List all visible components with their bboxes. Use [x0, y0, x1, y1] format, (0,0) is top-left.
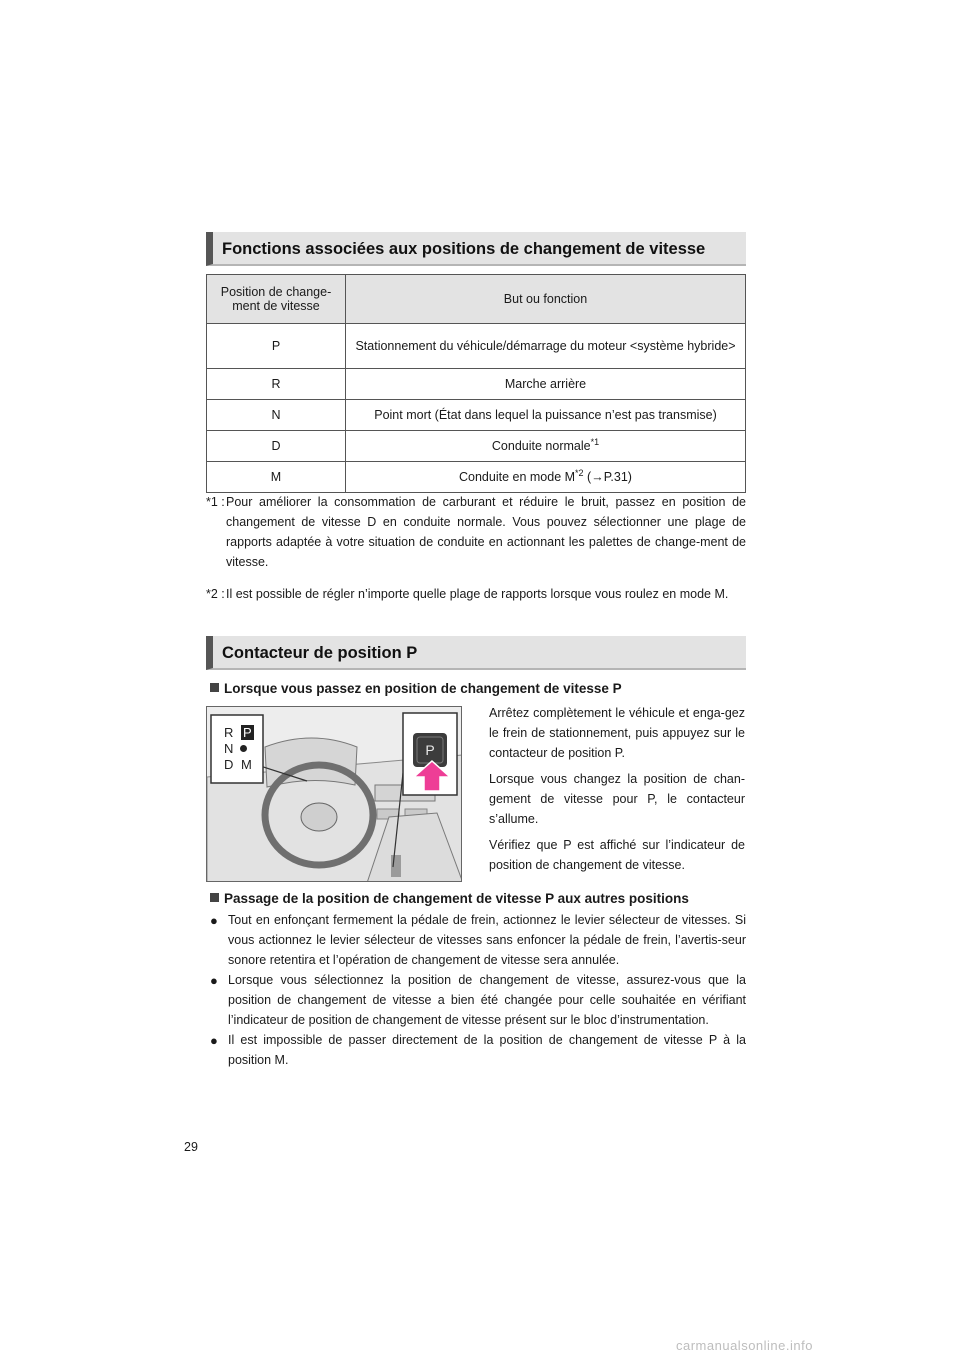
- dashboard-illustration: [206, 706, 462, 882]
- footnote-ref: *2: [575, 467, 584, 478]
- bullet-dot-icon: ●: [210, 1033, 218, 1048]
- bullet-text: Tout en enfonçant fermement la pédale de frein, actionnez le levier sélecteur de vitesses. Si vous actionnez le levier sélecteur de vitesses sans enfoncer la pédale de frein, l’avertis-seur sonore retentira et l’opération de changement de vitesse sera annulée.: [228, 913, 746, 967]
- table-row: [207, 431, 746, 462]
- table-row: [207, 369, 746, 400]
- bullet-item: [210, 910, 746, 970]
- bullet-dot-icon: ●: [210, 973, 218, 988]
- bullet-text: Lorsque vous sélectionnez la position de changement de vitesse, assurez-vous que la position de changement de vitesse a bien été changée pour celle souhaitée en vérifiant l’indicateur de position de changement de vitesse présent sur le bloc d’instrumentation.: [228, 973, 746, 1027]
- paragraph: Lorsque vous changez la position de chan-gement de vitesse pour P, le contacteur s’allume.: [489, 772, 745, 826]
- footnote-ref: *1: [590, 436, 600, 447]
- pink-arrow-icon: [412, 759, 452, 793]
- footnote-mark: *1 :: [206, 495, 225, 509]
- table-cell-position: P: [207, 324, 346, 369]
- shift-position-table: [206, 274, 746, 493]
- table-cell-function: Marche arrière: [346, 369, 746, 400]
- table-row: [207, 400, 746, 431]
- indicator-p: P: [243, 725, 252, 740]
- sub-heading-text: Passage de la position de changement de vitesse P aux autres positions: [224, 891, 689, 906]
- paragraph: Vérifiez que P est affiché sur l’indicateur de position de changement de vitesse.: [489, 838, 745, 872]
- table-cell-function: Point mort (État dans lequel la puissance n’est pas transmise): [346, 400, 746, 431]
- table-cell-position: M: [207, 462, 346, 493]
- section-title-functions: Fonctions associées aux positions de changement de vitesse: [206, 232, 746, 266]
- table-cell-position: R: [207, 369, 346, 400]
- page-reference-link[interactable]: (→P.31): [587, 470, 632, 484]
- footnote-1: [206, 492, 746, 572]
- sub-heading-when-p: [210, 680, 622, 698]
- paragraph: Arrêtez complètement le véhicule et enga-gez le frein de stationnement, puis appuyez sur le contacteur de position P.: [489, 706, 745, 760]
- function-text: Conduite normale: [491, 439, 591, 453]
- bullet-item: [210, 970, 746, 1030]
- footnote-text: Il est possible de régler n’importe quelle plage de rapports lorsque vous roulez en mode M.: [226, 587, 729, 601]
- footnote-2: [206, 584, 746, 604]
- square-bullet-icon: [210, 683, 219, 692]
- indicator-m: M: [241, 757, 252, 772]
- p-position-button: P: [425, 742, 435, 758]
- table-row: [207, 462, 746, 493]
- function-text: Conduite en mode M: [459, 470, 576, 484]
- footnote-mark: *2 :: [206, 587, 225, 601]
- bullet-text: Il est impossible de passer directement de la position de changement de vitesse P à la position M.: [228, 1033, 746, 1067]
- table-header-function: But ou fonction: [346, 275, 746, 324]
- indicator-d: D: [224, 757, 234, 772]
- watermark: carmanualsonline.info: [676, 1338, 813, 1353]
- table-cell-function: [346, 462, 746, 493]
- page-number: 29: [184, 1140, 198, 1154]
- p-position-instructions: [489, 703, 745, 881]
- table-header-position: Position de change-ment de vitesse: [207, 275, 346, 324]
- sub-heading-text: Lorsque vous passez en position de changement de vitesse P: [224, 681, 622, 696]
- square-bullet-icon: [210, 893, 219, 902]
- footnote-text: Pour améliorer la consommation de carburant et réduire le bruit, passez en position de changement de vitesse D en conduite normale. Vous pouvez sélectionner une plage de rapports adaptée à votre situation de conduite en actionnant les palettes de change-ment de vitesse.: [226, 495, 746, 569]
- table-cell-function: Stationnement du véhicule/démarrage du moteur <système hybride>: [346, 324, 746, 369]
- bullet-dot-icon: ●: [210, 913, 218, 928]
- table-cell-position: D: [207, 431, 346, 462]
- indicator-n: N: [224, 741, 234, 756]
- bullet-item: [210, 1030, 746, 1070]
- table-cell-function: [346, 431, 746, 462]
- indicator-dot-icon: [240, 745, 247, 752]
- sub-heading-from-p: [210, 890, 689, 908]
- indicator-r: R: [224, 725, 234, 740]
- table-row: [207, 324, 746, 369]
- table-header-row: [207, 275, 746, 324]
- table-cell-position: N: [207, 400, 346, 431]
- section-title-contact: Contacteur de position P: [206, 636, 746, 670]
